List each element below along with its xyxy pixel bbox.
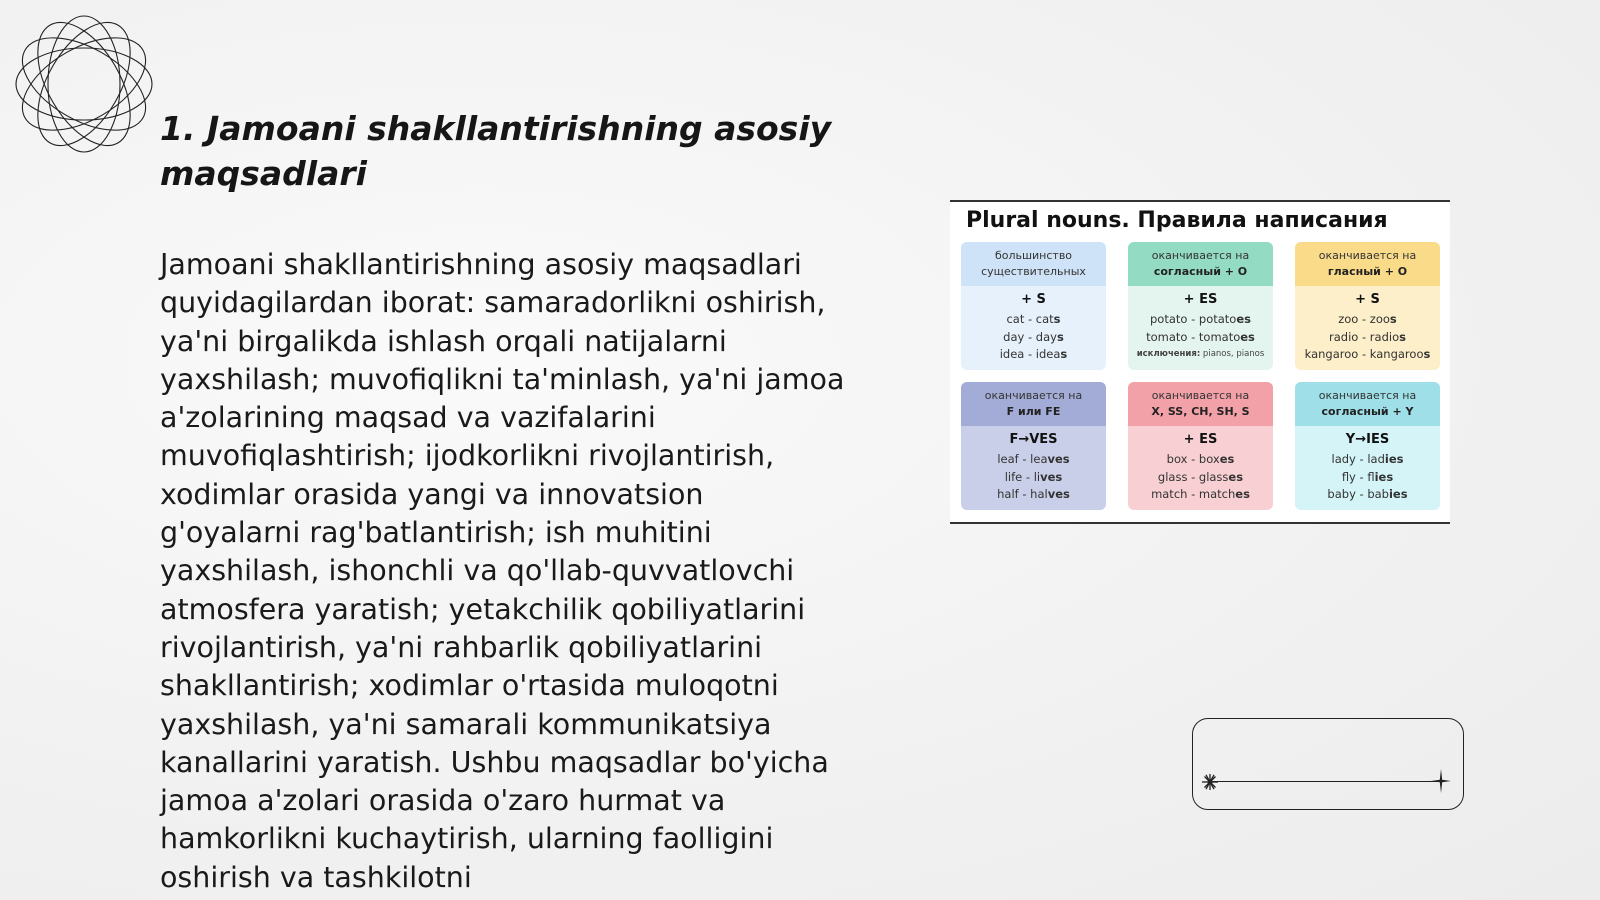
example-word: fly - fl xyxy=(1341,469,1375,484)
example-row xyxy=(1295,311,1440,329)
condition-line: F или FE xyxy=(1006,405,1061,418)
sparkle-icon xyxy=(1201,773,1219,791)
frame-divider-line xyxy=(1211,781,1441,782)
example-word: lady - lad xyxy=(1331,452,1385,466)
example-word: leaf - lea xyxy=(997,452,1048,466)
plural-rule-examples xyxy=(1128,311,1273,364)
exceptions-note xyxy=(1128,346,1273,364)
condition-line: согласный + Y xyxy=(1321,405,1414,418)
example-ending: es xyxy=(1219,452,1235,466)
example-row xyxy=(1128,451,1273,469)
plural-rule-examples xyxy=(1128,451,1273,504)
plural-rule-box xyxy=(1295,242,1440,370)
example-ending: ves xyxy=(1047,487,1070,501)
plural-rule-suffix: Y→IES xyxy=(1345,432,1390,447)
example-word: cat - cat xyxy=(1006,312,1054,326)
star-icon xyxy=(1431,769,1451,793)
example-word: idea - idea xyxy=(999,347,1061,361)
example-row xyxy=(1128,329,1273,347)
plural-rule-suffix: F→VES xyxy=(1009,432,1058,447)
plural-rule-suffix: + S xyxy=(1355,292,1380,307)
example-ending: ies xyxy=(1388,487,1408,501)
condition-line: большинство xyxy=(994,249,1073,262)
example-row xyxy=(961,469,1106,487)
plural-card-title: Plural nouns. Правила написания xyxy=(966,208,1388,233)
example-ending: ies xyxy=(1374,469,1394,484)
example-word: kangaroo - kangaroo xyxy=(1304,347,1424,361)
example-word: potato - potato xyxy=(1150,312,1237,326)
plural-rule-examples xyxy=(1295,311,1440,364)
plural-rule-condition xyxy=(1128,242,1273,286)
example-row xyxy=(1295,486,1440,504)
plural-rule-box xyxy=(961,382,1106,510)
condition-line: гласный + O xyxy=(1327,265,1408,278)
slide-title: 1. Jamoani shakllantirishning asosiy maqsadlari xyxy=(160,109,832,193)
example-word: radio - radio xyxy=(1329,329,1400,344)
example-row xyxy=(961,451,1106,469)
plural-rule-condition xyxy=(961,242,1106,286)
example-ending: ves xyxy=(1047,452,1070,466)
example-row xyxy=(1128,311,1273,329)
exceptions-label: исключения: xyxy=(1136,349,1201,359)
example-row xyxy=(961,486,1106,504)
plural-rule-condition xyxy=(961,382,1106,426)
example-word: zoo - zoo xyxy=(1338,312,1390,326)
example-row xyxy=(961,329,1106,347)
plural-rule-suffix: + ES xyxy=(1183,432,1218,447)
example-ending: ves xyxy=(1040,469,1063,484)
example-row xyxy=(961,311,1106,329)
example-row xyxy=(1295,329,1440,347)
example-row xyxy=(1128,469,1273,487)
condition-line: оканчивается на xyxy=(1151,389,1250,402)
plural-rule-condition xyxy=(1295,382,1440,426)
condition-line: X, SS, CH, SH, S xyxy=(1151,405,1250,418)
example-word: half - hal xyxy=(997,487,1048,501)
example-ending: s xyxy=(1423,347,1431,361)
example-ending: ies xyxy=(1384,452,1404,466)
example-word: baby - bab xyxy=(1327,487,1389,501)
example-ending: es xyxy=(1236,312,1251,326)
example-ending: es xyxy=(1240,329,1255,344)
example-word: tomato - tomato xyxy=(1146,329,1241,344)
exceptions-text: pianos, pianos xyxy=(1200,349,1265,359)
example-word: life - li xyxy=(1004,469,1041,484)
example-ending: s xyxy=(1053,312,1061,326)
condition-line: оканчивается на xyxy=(1151,249,1250,262)
example-word: glass - glass xyxy=(1157,469,1229,484)
condition-line: согласный + O xyxy=(1153,265,1248,278)
condition-line: оканчивается на xyxy=(984,389,1083,402)
plural-rule-condition xyxy=(1128,382,1273,426)
example-row xyxy=(1295,469,1440,487)
plural-rule-examples xyxy=(961,311,1106,364)
plural-rule-suffix: + S xyxy=(1021,292,1046,307)
plural-rule-examples xyxy=(1295,451,1440,504)
example-ending: s xyxy=(1389,312,1397,326)
plural-rules-grid xyxy=(961,242,1441,510)
example-row xyxy=(1295,346,1440,364)
plural-rule-box xyxy=(1128,242,1273,370)
example-word: day - day xyxy=(1003,329,1057,344)
example-row xyxy=(961,346,1106,364)
decorative-frame xyxy=(1192,718,1464,810)
plural-rule-suffix: + ES xyxy=(1183,292,1218,307)
plural-rule-condition xyxy=(1295,242,1440,286)
plural-rule-box xyxy=(961,242,1106,370)
condition-line: оканчивается на xyxy=(1318,389,1417,402)
concentric-circles-ornament-icon xyxy=(10,10,158,158)
example-row xyxy=(1128,486,1273,504)
example-ending: es xyxy=(1228,469,1244,484)
condition-line: существительных xyxy=(981,265,1086,278)
example-word: match - match xyxy=(1151,487,1236,501)
example-ending: s xyxy=(1399,329,1406,344)
plural-rule-examples xyxy=(961,451,1106,504)
example-ending: s xyxy=(1056,329,1064,344)
example-ending: es xyxy=(1235,487,1250,501)
slide-body-text: Jamoani shakllantirishning asosiy maqsadlari quyidagilardan iborat: samaradorlikni oshirish, ya'ni birgalikda ishlash orqali natijalarni yaxshilash; muvofiqlikni ta'minlash, ya'ni jamoa a'zolarining maqsad va vazifalarini muvofiqlashtirish; ijodkorlikni rivojlantirish, xodimlar orasida yangi va innovatsion g'oyalarni rag'batlantirish; ish muhitini yaxshilash, ishonchli va qo'llab-quvvatlovchi atmosfera yaratish; yetakchilik qobiliyatlarini rivojlantirish, ya'ni rahbarlik qobiliyatlarini shakllantirish; xodimlar o'rtasida muloqotni yaxshilash, ya'ni samarali kommunikatsiya kanallarini yaratish. Ushbu maqsadlar bo'yicha jamoa a'zolari orasida o'zaro hurmat va hamkorlikni kuchaytirish, ularning faolligini oshirish va tashkilotni xyxy=(160,248,845,894)
example-word: box - box xyxy=(1166,452,1220,466)
example-ending: s xyxy=(1060,347,1068,361)
example-row xyxy=(1295,451,1440,469)
condition-line: оканчивается на xyxy=(1318,249,1417,262)
plural-rule-box xyxy=(1295,382,1440,510)
plural-nouns-image xyxy=(950,200,1450,524)
plural-rule-box xyxy=(1128,382,1273,510)
